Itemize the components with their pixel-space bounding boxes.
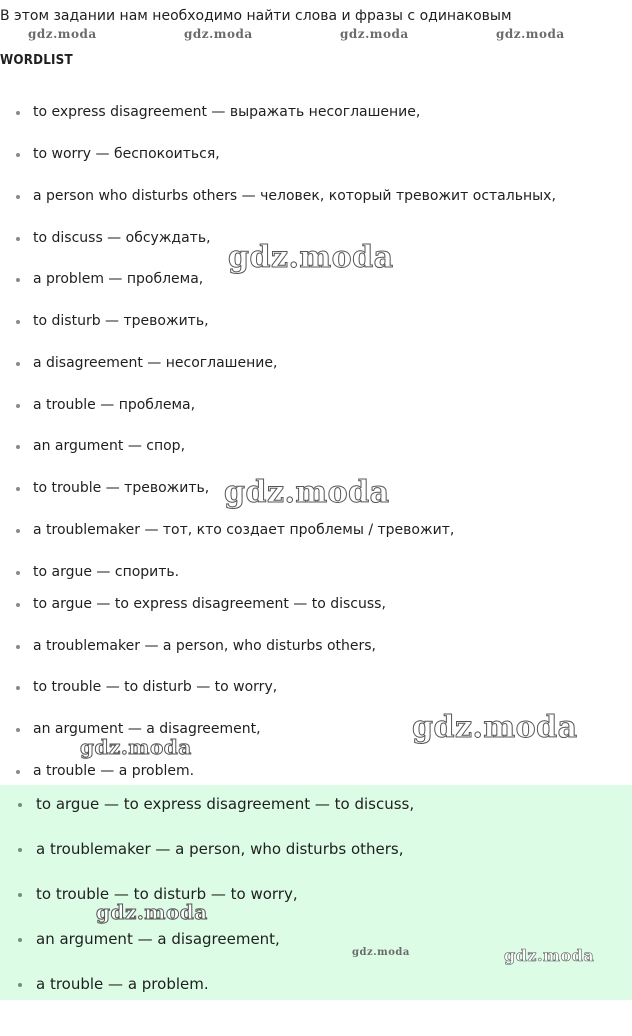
list-item-text: to worry — беспокоиться, [33,146,220,162]
bullet-icon [16,195,20,199]
bullet-icon [16,686,20,690]
bullet-icon [16,111,20,115]
watermark: gdz.moda [412,710,578,745]
watermark: gdz.moda [28,27,97,41]
watermark: gdz.moda [224,475,390,510]
watermark: gdz.moda [228,240,394,275]
list-item-text: a troublemaker — тот, кто создает проблемы / тревожит, [33,522,455,538]
watermark: gdz.moda [496,27,565,41]
synonym-text: an argument — a disagreement, [33,721,261,737]
answer-text: a troublemaker — a person, who disturbs others, [36,840,404,858]
bullet-icon [16,320,20,324]
synonym-text: to argue — to express disagreement — to discuss, [33,596,386,612]
answer-box [0,785,632,1000]
intro-text: В этом задании нам необходимо найти слова и фразы с одинаковым [0,8,512,24]
list-item-text: a problem — проблема, [33,271,204,287]
bullet-icon [16,603,20,607]
watermark: gdz.moda [80,735,192,759]
list-item-text: to argue — спорить. [33,564,180,580]
bullet-icon [16,153,20,157]
list-item-text: to disturb — тревожить, [33,313,209,329]
bullet-icon [16,645,20,649]
list-item-text: to discuss — обсуждать, [33,230,211,246]
bullet-icon [16,728,20,732]
watermark: gdz.moda [504,946,595,965]
list-item-text: to trouble — тревожить, [33,480,210,496]
watermark: gdz.moda [340,27,409,41]
answer-text: an argument — a disagreement, [36,930,280,948]
list-item-text: to express disagreement — выражать несоглашение, [33,104,421,120]
bullet-icon [16,571,20,575]
answer-text: to trouble — to disturb — to worry, [36,885,298,903]
list-item-text: an argument — спор, [33,438,186,454]
synonym-text: a troublemaker — a person, who disturbs others, [33,638,377,654]
bullet-icon [16,770,20,774]
answer-text: to argue — to express disagreement — to discuss, [36,795,415,813]
list-item-text: a person who disturbs others — человек, который тревожит остальных, [33,188,556,204]
bullet-icon [18,983,22,987]
bullet-icon [16,487,20,491]
bullet-icon [18,893,22,897]
wordlist-heading: WORDLIST [0,53,73,68]
bullet-icon [16,237,20,241]
bullet-icon [18,803,22,807]
bullet-icon [16,404,20,408]
watermark: gdz.moda [96,900,208,924]
answer-text: a trouble — a problem. [36,975,209,993]
bullet-icon [16,529,20,533]
watermark: gdz.moda [352,947,410,958]
bullet-icon [16,362,20,366]
watermark: gdz.moda [184,27,253,41]
bullet-icon [18,938,22,942]
bullet-icon [18,848,22,852]
synonym-text: to trouble — to disturb — to worry, [33,679,278,695]
list-item-text: a trouble — проблема, [33,397,196,413]
bullet-icon [16,278,20,282]
bullet-icon [16,445,20,449]
list-item-text: a disagreement — несоглашение, [33,355,278,371]
synonym-text: a trouble — a problem. [33,763,195,779]
